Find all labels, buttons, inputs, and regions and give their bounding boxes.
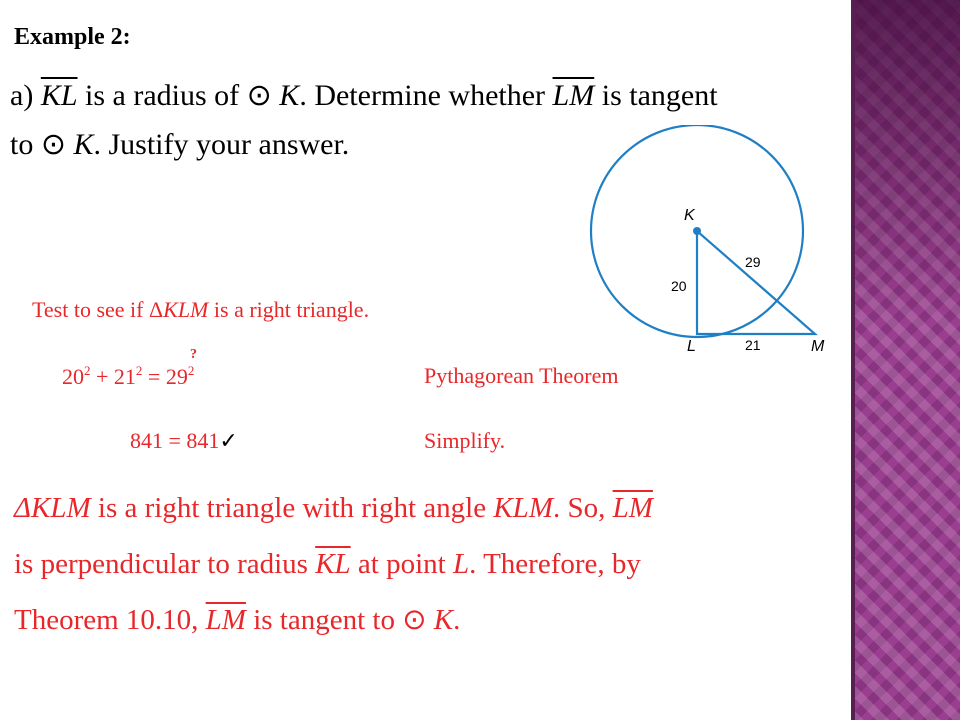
question-text: is a radius of [85,79,240,112]
conclusion-line-1 [14,492,653,525]
conclusion-text: Theorem 10.10, [14,604,199,636]
reason-pythagorean: Pythagorean Theorem [424,363,619,388]
conclusion-text: at point [357,548,446,580]
question-line-2 [10,127,349,162]
pythagorean-equation [62,363,194,390]
reason-simplify: Simplify. [424,428,506,453]
circle-triangle-diagram [585,125,835,360]
circle-symbol: ⊙ [402,604,427,636]
decorative-side-panel [851,0,960,720]
eq-term: 20 [62,364,84,389]
test-text: Test to see if Δ [32,297,164,322]
eq-exponent: 2 [187,363,195,378]
eq-term: + 21 [90,364,136,389]
radius-segment: $\overline{KL}$ [315,548,351,580]
question-text: is tangent [601,79,718,112]
conclusion-text: . [453,604,461,636]
circle-name: K [73,128,94,161]
conclusion-text: is perpendicular to radius [14,548,308,580]
conclusion-text: . So, [552,492,606,524]
conclusion-line-3 [14,602,460,637]
part-label: a) [10,79,34,112]
side-panel-edge [851,0,855,720]
circle-name: K [279,79,300,112]
tangent-segment: $\overline{LM}$ [205,604,246,636]
tangent-segment: $\overline{LM}$ [612,492,653,524]
side-label-kl: 20 [671,278,687,294]
side-label-lm: 21 [745,337,761,353]
angle-name: KLM [493,492,553,524]
eq-exponent: 2 [135,363,143,378]
question-text: . Justify your answer. [93,128,350,161]
conclusion-text: is tangent to [253,604,395,636]
triangle-name: KLM [163,297,209,322]
point-name: L [452,548,470,580]
tangent-segment: $\overline{LM}$ [552,79,595,112]
check-icon: ✓ [219,428,238,453]
center-point-k [693,227,701,235]
question-text: to [10,128,34,161]
vertex-label-m: M [811,338,825,355]
conclusion-line-2 [14,548,641,581]
question-text: . Determine whether [299,79,546,112]
circle-symbol: ⊙ [40,128,66,161]
eq-exponent: 2 [84,363,91,378]
vertex-label-k: K [684,207,695,224]
conclusion-text: is a right triangle with right angle [97,492,487,524]
circle-symbol: ⊙ [246,79,272,112]
circle-name: K [433,604,454,636]
side-label-km: 29 [745,254,761,270]
simplified-equation [130,428,238,454]
eq-term: 841 = 841 [130,428,220,453]
example-title: Example 2: [14,24,131,50]
question-line-1 [10,78,718,113]
triangle-name: ΔKLM [14,492,91,524]
vertex-label-l: L [687,338,696,355]
conclusion-text: . Therefore, by [469,548,641,580]
question-mark: ? [190,347,197,362]
test-text: is a right triangle. [208,297,370,322]
eq-term: = 29 [142,364,188,389]
test-statement [32,297,369,323]
radius-segment: $\overline{KL}$ [40,79,78,112]
